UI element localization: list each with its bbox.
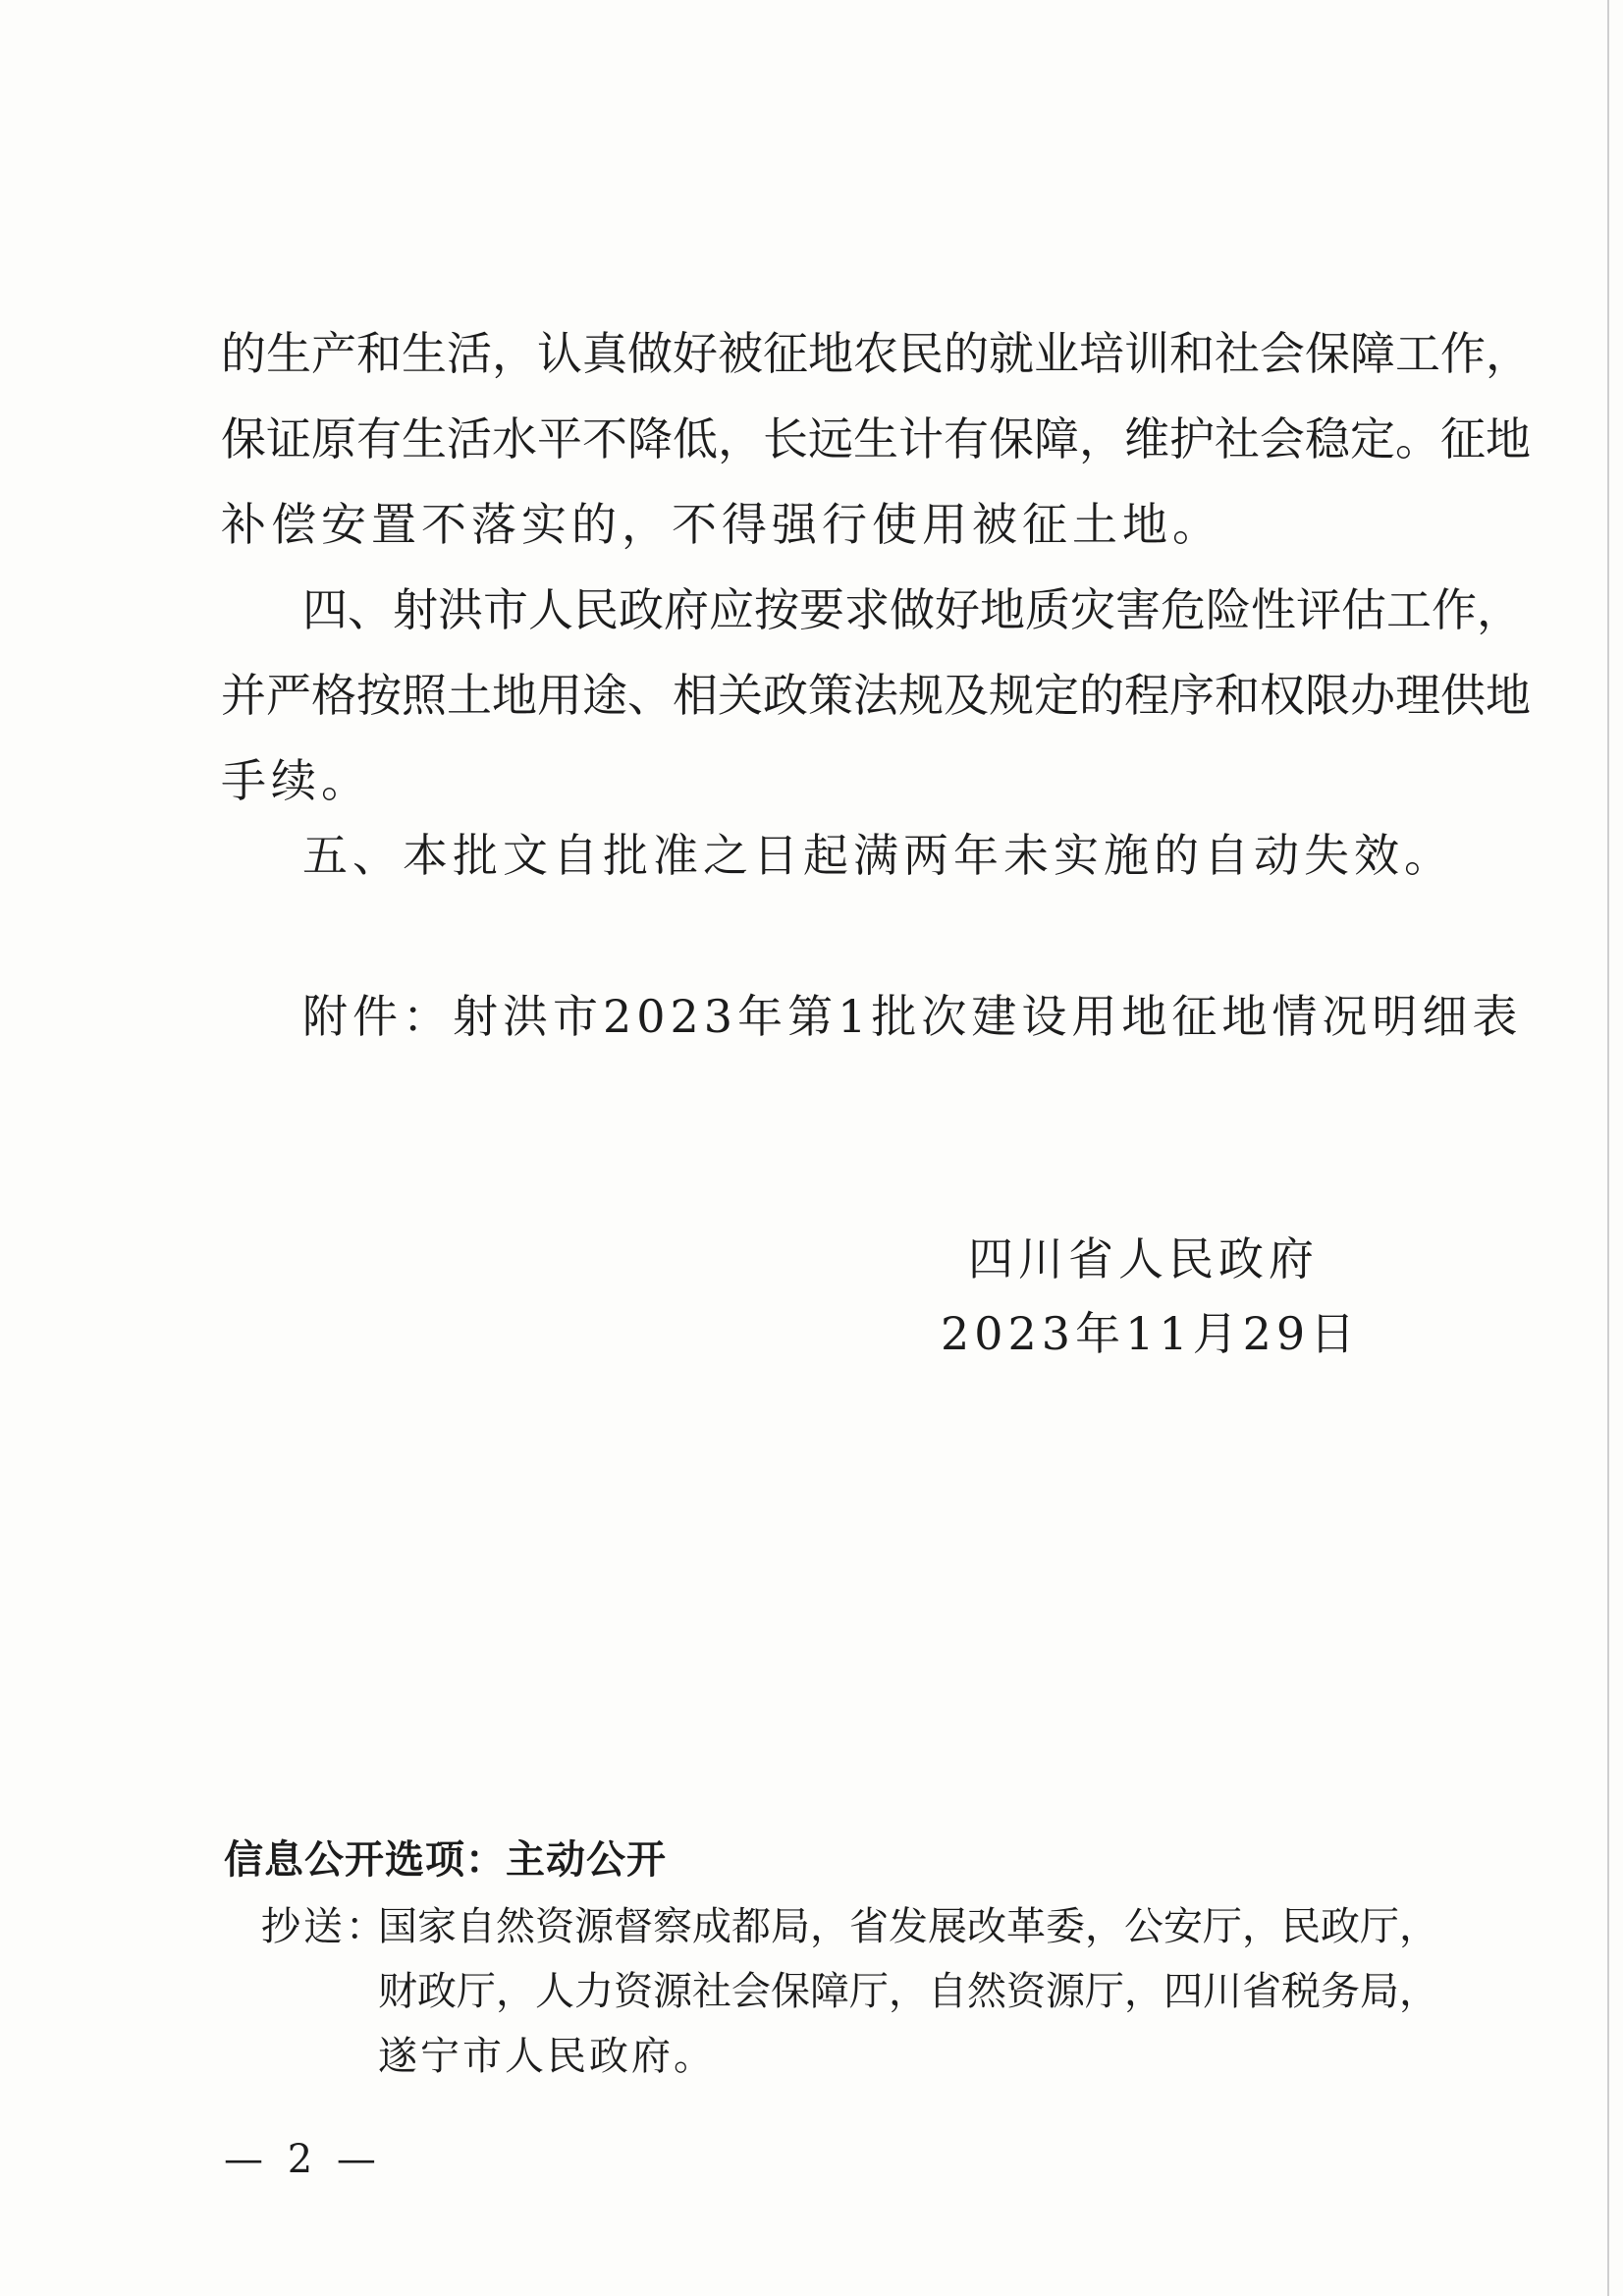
- issue-date: 2023年11月29日: [941, 1307, 1361, 1360]
- body-line: 手续。: [221, 754, 371, 807]
- issuer-name: 四川省人民政府: [968, 1232, 1319, 1285]
- body-line: 保证原有生活水平不降低，长远生计有保障，维护社会稳定。征地: [221, 412, 1531, 465]
- cc-recipients-line: 国家自然资源督察成都局，省发展改革委，公安厅，民政厅，: [378, 1904, 1438, 1949]
- cc-recipients-line: 财政厅，人力资源社会保障厅，自然资源厅，四川省税务局，: [378, 1969, 1438, 2014]
- page-number: — 2 —: [224, 2137, 382, 2182]
- disclosure-option: 信息公开选项：主动公开: [224, 1837, 667, 1883]
- scan-edge: [1607, 0, 1609, 2296]
- body-line: 并严格按照土地用途、相关政策法规及规定的程序和权限办理供地: [221, 669, 1531, 722]
- body-line: 的生产和生活，认真做好被征地农民的就业培训和社会保障工作，: [221, 327, 1531, 380]
- body-line: 补偿安置不落实的，不得强行使用被征土地。: [221, 498, 1222, 551]
- cc-label: 抄送：: [261, 1904, 388, 1949]
- body-line: 四、射洪市人民政府应按要求做好地质灾害危险性评估工作，: [302, 583, 1522, 636]
- cc-recipients-line: 遂宁市人民政府。: [378, 2034, 716, 2079]
- body-line: 五、本批文自批准之日起满两年未实施的自动失效。: [302, 829, 1454, 882]
- attachment-note: 附件：射洪市2023年第1批次建设用地征地情况明细表: [302, 990, 1523, 1043]
